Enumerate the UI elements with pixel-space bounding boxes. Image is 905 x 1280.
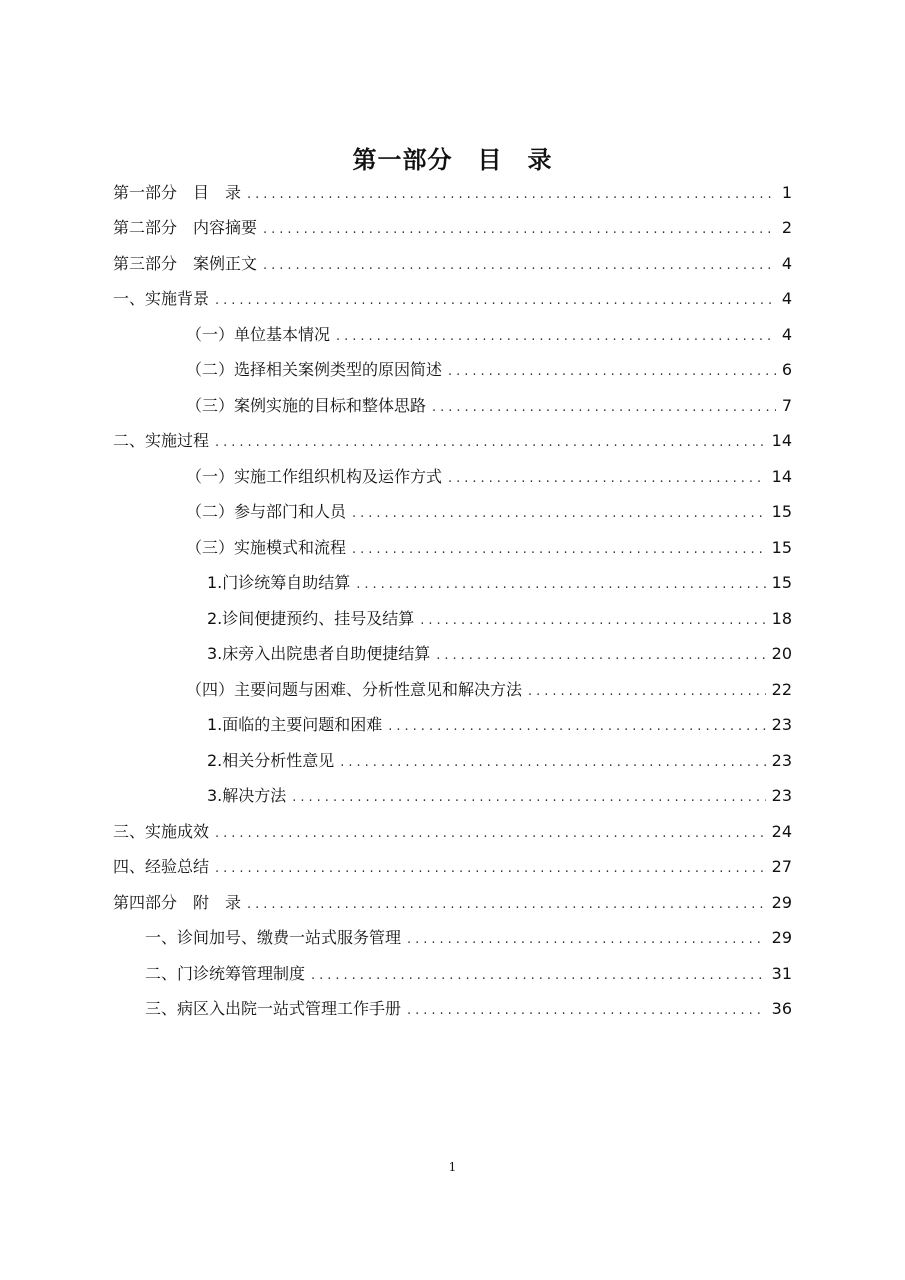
toc-entry-label: 四、经验总结 (113, 857, 210, 876)
toc-entry-page: 1 (781, 183, 792, 202)
toc-entry-page: 2 (781, 218, 792, 237)
toc-entry[interactable] (207, 783, 792, 809)
toc-entry-page: 15 (771, 502, 792, 521)
toc-entry-label: 1.面临的主要问题和困难 (207, 715, 383, 734)
toc-entry[interactable] (207, 748, 792, 774)
toc-entry-label: 第三部分 案例正文 (113, 254, 258, 273)
toc-entry-label: 二、门诊统筹管理制度 (145, 964, 306, 983)
toc-entry-page: 20 (771, 644, 792, 663)
toc-entry-page: 6 (781, 360, 792, 379)
toc-entry[interactable] (207, 641, 792, 667)
toc-entry-page: 4 (781, 254, 792, 273)
toc-leader-dots (247, 892, 766, 918)
toc-leader-dots (247, 182, 776, 208)
toc-entry-label: （二）选择相关案例类型的原因简述 (186, 360, 443, 379)
toc-entry[interactable] (207, 570, 792, 596)
toc-entry-page: 18 (771, 609, 792, 628)
toc-entry[interactable] (145, 925, 792, 951)
toc-entry-label: （一）实施工作组织机构及运作方式 (186, 467, 443, 486)
toc-entry-label: 二、实施过程 (113, 431, 210, 450)
toc-entry-page: 31 (771, 964, 792, 983)
toc-entry[interactable] (145, 961, 792, 987)
toc-entry[interactable] (113, 215, 792, 241)
toc-entry-page: 29 (771, 928, 792, 947)
toc-entry-label: 一、实施背景 (113, 289, 210, 308)
toc-entry-label: （三）实施模式和流程 (186, 538, 347, 557)
toc-leader-dots (263, 217, 776, 243)
toc-entry-label: （二）参与部门和人员 (186, 502, 347, 521)
toc-entry[interactable] (113, 428, 792, 454)
toc-leader-dots (356, 572, 765, 598)
page-number-footer: 1 (448, 1160, 457, 1174)
toc-entry-label: 2.相关分析性意见 (207, 751, 335, 770)
toc-leader-dots (407, 998, 766, 1024)
toc-leader-dots (311, 963, 766, 989)
toc-leader-dots (432, 395, 776, 421)
toc-entry[interactable] (186, 499, 792, 525)
toc-entry-page: 23 (771, 715, 792, 734)
toc-entry-label: 第一部分 目 录 (113, 183, 242, 202)
toc-entry-page: 24 (771, 822, 792, 841)
toc-leader-dots (292, 785, 765, 811)
toc-entry[interactable] (113, 180, 792, 206)
toc-entry[interactable] (113, 854, 792, 880)
toc-entry-label: （一）单位基本情况 (186, 325, 331, 344)
toc-entry[interactable] (186, 322, 792, 348)
toc-entry-page: 15 (771, 538, 792, 557)
toc-entry-page: 27 (771, 857, 792, 876)
toc-entry[interactable] (186, 393, 792, 419)
page-title: 第一部分 目 录 (352, 146, 553, 174)
toc-entry-label: 1.门诊统筹自助结算 (207, 573, 351, 592)
toc-leader-dots (407, 927, 766, 953)
toc-entry[interactable] (113, 819, 792, 845)
toc-entry-page: 22 (771, 680, 792, 699)
toc-entry-label: 第四部分 附 录 (113, 893, 242, 912)
toc-entry-label: 三、实施成效 (113, 822, 210, 841)
toc-entry[interactable] (186, 357, 792, 383)
toc-entry-label: 3.解决方法 (207, 786, 287, 805)
toc-entry-page: 23 (771, 786, 792, 805)
toc-leader-dots (448, 359, 776, 385)
toc-entry[interactable] (186, 535, 792, 561)
toc-entry-page: 14 (771, 467, 792, 486)
toc-entry-page: 15 (771, 573, 792, 592)
toc-entry-page: 4 (781, 325, 792, 344)
toc-entry[interactable] (113, 251, 792, 277)
toc-leader-dots (352, 501, 766, 527)
toc-entry-label: 2.诊间便捷预约、挂号及结算 (207, 609, 415, 628)
toc-leader-dots (340, 750, 765, 776)
toc-leader-dots (263, 253, 776, 279)
toc-leader-dots (336, 324, 776, 350)
toc-leader-dots (528, 679, 766, 705)
toc-entry[interactable] (207, 606, 792, 632)
toc-entry-page: 4 (781, 289, 792, 308)
toc-entry-label: 第二部分 内容摘要 (113, 218, 258, 237)
toc-entry[interactable] (113, 890, 792, 916)
toc-entry-page: 14 (771, 431, 792, 450)
toc-entry-label: （四）主要问题与困难、分析性意见和解决方法 (186, 680, 523, 699)
toc-entry[interactable] (145, 996, 792, 1022)
toc-entry-label: （三）案例实施的目标和整体思路 (186, 396, 427, 415)
toc-leader-dots (215, 288, 776, 314)
toc-leader-dots (215, 821, 766, 847)
toc-leader-dots (436, 643, 765, 669)
toc-leader-dots (388, 714, 765, 740)
toc-entry-label: 一、诊间加号、缴费一站式服务管理 (145, 928, 402, 947)
toc-entry-label: 三、病区入出院一站式管理工作手册 (145, 999, 402, 1018)
toc-entry-page: 29 (771, 893, 792, 912)
toc-entry-page: 7 (781, 396, 792, 415)
toc-leader-dots (215, 430, 766, 456)
toc-entry-label: 3.床旁入出院患者自助便捷结算 (207, 644, 431, 663)
toc-entry[interactable] (207, 712, 792, 738)
toc-entry-page: 23 (771, 751, 792, 770)
toc-entry[interactable] (186, 464, 792, 490)
toc-entry-page: 36 (771, 999, 792, 1018)
toc-entry[interactable] (113, 286, 792, 312)
toc-leader-dots (448, 466, 766, 492)
toc-leader-dots (352, 537, 766, 563)
toc-leader-dots (215, 856, 766, 882)
toc-entry[interactable] (186, 677, 792, 703)
toc-leader-dots (420, 608, 765, 634)
